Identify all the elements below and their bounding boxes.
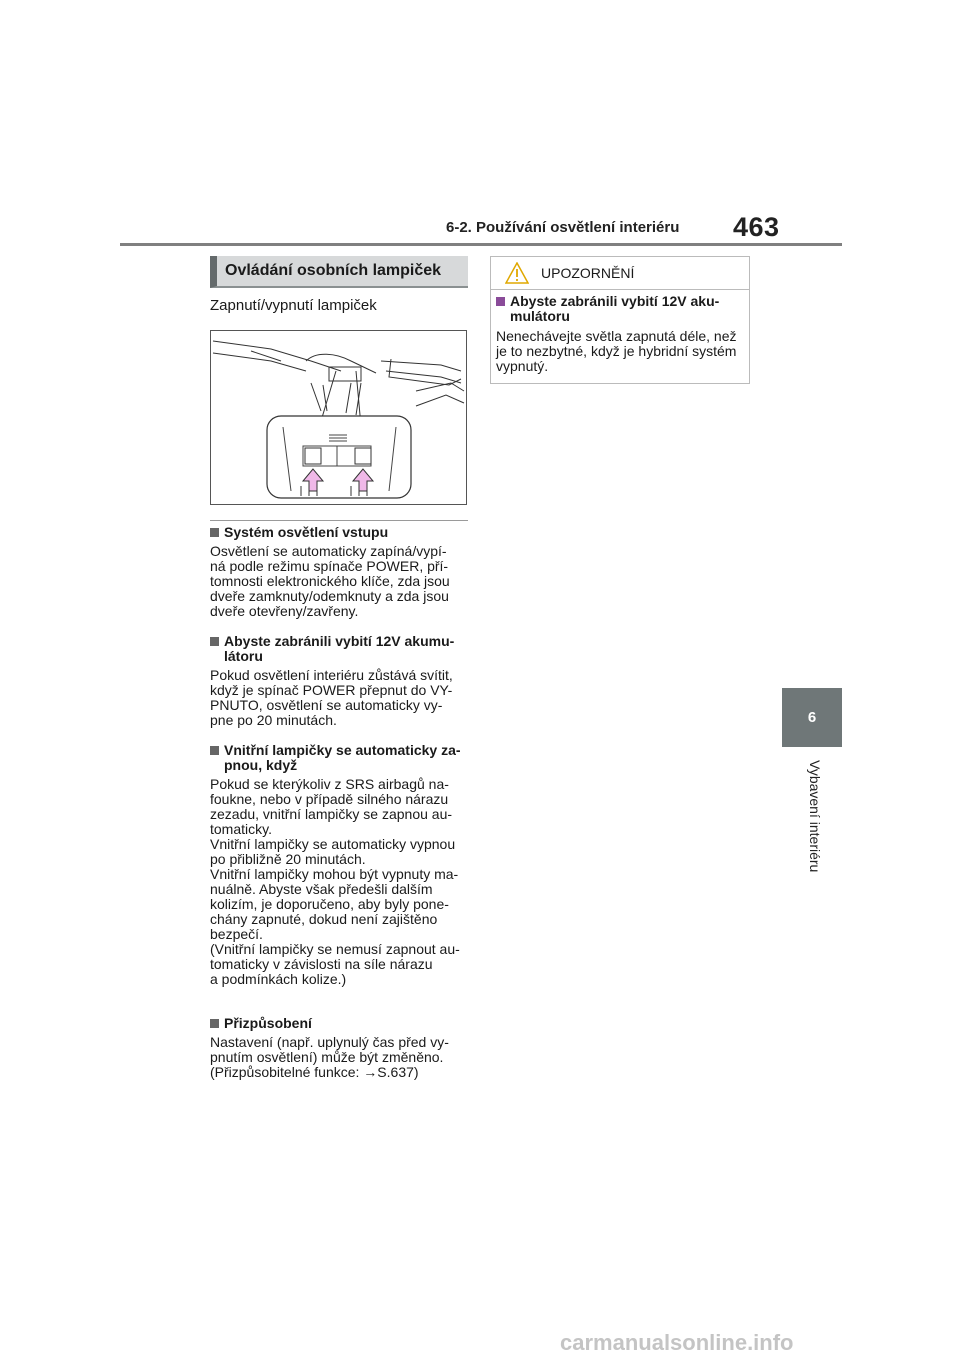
bullet-square-icon — [496, 297, 505, 306]
note-body: Osvětlení se automaticky zapíná/vypí- ná podle režimu spínače POWER, pří- tomnosti elektronického klíče, zda jsou dveře zamknuty/odemknuty a zda jsou dveře otevřeny/zavřeny. — [210, 543, 450, 619]
caution-label: UPOZORNĚNÍ — [541, 265, 635, 281]
note-title: Přizpůsobení — [224, 1015, 312, 1031]
note-title: Abyste zabránili vybití 12V akumu- látoru — [224, 633, 455, 664]
note-body: Pokud osvětlení interiéru zůstává svítit, když je spínač POWER přepnut do VY- PNUTO, osvětlení se automaticky vy- pne po 20 minutách. — [210, 667, 453, 728]
caution-content — [491, 290, 749, 374]
caution-header — [491, 257, 749, 290]
intro-text: Zapnutí/vypnutí lampiček — [210, 297, 377, 314]
caution-note-body: Nenechávejte světla zapnutá déle, než je to nezbytné, když je hybridní systém vypnutý. — [496, 328, 737, 374]
chapter-tab[interactable]: 6 — [782, 688, 842, 747]
chapter-title-text: Vybavení interiéru — [807, 760, 823, 873]
note-body: Pokud se kterýkoliv z SRS airbagů na- foukne, nebo v případě silného nárazu zezadu, vnitřní lampičky se zapnou au- tomaticky. Vnitřní lampičky se automaticky vypnou po přibližně 20 minutách. Vnitřní lampičky mohou být vypnuty ma- nuálně. Abyste však předešli dalším kolizím, je doporučeno, aby byly pone- chány zapnuté, dokud není zajištěno bezpečí. (Vnitřní lampičky se nemusí zapnout au- tomaticky v závislosti na síle nárazu a podmínkách kolize.) — [210, 776, 460, 987]
note-customization — [210, 1016, 472, 1080]
header-rule — [120, 243, 842, 246]
footer-watermark[interactable]: carmanualsonline.info — [560, 1330, 794, 1355]
bullet-square-icon — [210, 746, 219, 755]
note-entry-lighting — [210, 525, 472, 619]
overhead-lamp-illustration — [210, 330, 467, 505]
caution-box — [490, 256, 750, 384]
bullet-square-icon — [210, 637, 219, 646]
bullet-square-icon — [210, 528, 219, 537]
note-title: Vnitřní lampičky se automaticky za- pnou, když — [224, 742, 461, 773]
caution-note-title: Abyste zabránili vybití 12V aku- mulátoru — [510, 293, 720, 324]
illustration-drawing — [211, 331, 466, 504]
note-battery — [210, 634, 472, 728]
left-lamp-switch[interactable] — [305, 448, 321, 464]
column-divider — [210, 520, 468, 521]
note-body: Nastavení (např. uplynulý čas před vy- pnutím osvětlení) může být změněno. (Přizpůsobitelné funkce: →S.637) — [210, 1034, 449, 1080]
bullet-square-icon — [210, 1019, 219, 1028]
page-number: 463 — [733, 212, 780, 242]
note-auto-on — [210, 743, 472, 987]
section-label: 6-2. Používání osvětlení interiéru — [446, 219, 680, 236]
note-title: Systém osvětlení vstupu — [224, 524, 389, 540]
section-heading: Ovládání osobních lampiček — [210, 256, 468, 288]
chapter-title — [803, 760, 823, 900]
warning-triangle-icon — [505, 262, 529, 284]
right-lamp-switch[interactable] — [355, 448, 371, 464]
